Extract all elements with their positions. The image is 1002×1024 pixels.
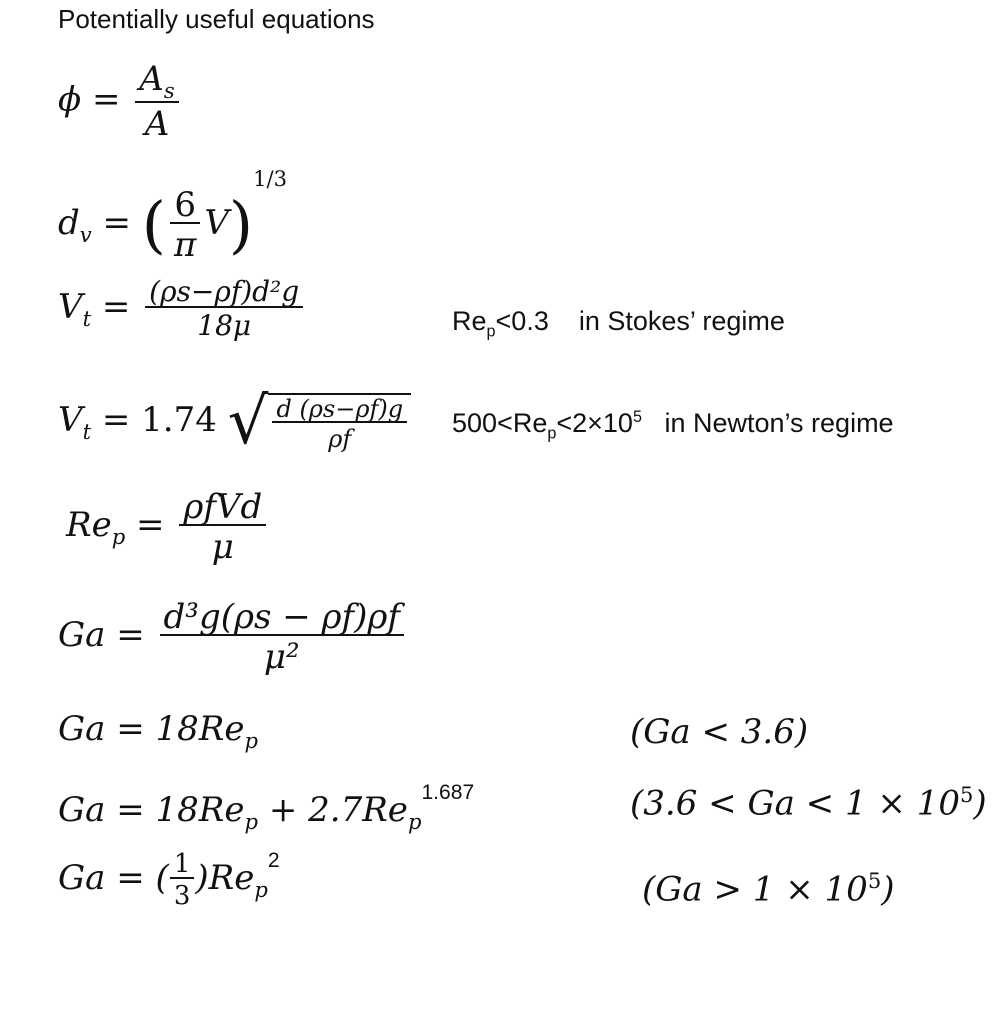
stokes-regime-note: $Re_p<0.3$ in Stokes’ regime bbox=[452, 306, 785, 341]
sphericity-equation: ϕ = $\frac{A_s}{A}$ bbox=[58, 62, 183, 141]
square-root: √ $\frac{d (\rho s-\rho f)g}{\rho f}$ bbox=[228, 390, 411, 454]
stokes-fraction: $\frac{\text{(ρs−ρf)d²g}}{18\mu}$ bbox=[145, 278, 303, 340]
ga-intermediate-equation: $Ga = 18Re_p + 2.7Re_p^{1.687}$ bbox=[58, 781, 475, 834]
page-title: Potentially useful equations bbox=[58, 4, 375, 34]
reynolds-fraction: $\frac{\text{ρfVd}}{\mu}$ bbox=[179, 490, 266, 564]
stokes-velocity-equation: $V_t$ = $\frac{\text{(ρs−ρf)d²g}}{18\mu}$ bbox=[58, 278, 307, 340]
galileo-equation: Ga = $\frac{\text{d³g(ρs − ρf)ρf}}{\text{μ²}}$ bbox=[58, 600, 408, 674]
reynolds-equation: $Re_p$ = $\frac{\text{ρfVd}}{\mu}$ bbox=[66, 490, 270, 564]
ga-low-condition: (Ga < 3.6) bbox=[630, 712, 809, 752]
newton-regime-note: $500<Re_p<2\times 10^5$ in Newton’s regime bbox=[452, 408, 894, 443]
volume-fraction: $\frac{6}{\pi}$ bbox=[170, 188, 200, 262]
ga-high-condition: $(Ga > 1 \times 10^5)$ bbox=[642, 868, 895, 910]
ga-newton-equation: Ga = ( $\frac{1}{3}$ )$Re_p^2$ bbox=[58, 849, 280, 911]
one-third-fraction: $\frac{1}{3}$ bbox=[170, 851, 195, 909]
ga-mid-condition: $(3.6 < Ga < 1 \times 10^5)$ bbox=[630, 782, 987, 824]
galileo-fraction: $\frac{\text{d³g(ρs − ρf)ρf}}{\text{μ²}}$ bbox=[160, 600, 404, 674]
newton-velocity-equation: $V_t = 1.74$ √ $\frac{d (\rho s-\rho f)g}{\rho f}$ bbox=[58, 390, 411, 454]
sphericity-fraction: $\frac{A_s}{A}$ bbox=[135, 62, 178, 141]
newton-fraction: $\frac{d (\rho s-\rho f)g}{\rho f}$ bbox=[272, 397, 407, 451]
ga-stokes-equation: $Ga = 18Re_p$ bbox=[58, 709, 259, 753]
eq-lhs: ϕ bbox=[58, 79, 82, 120]
volume-diameter-equation: $d_v$ = ( $\frac{6}{\pi}$ V)$^{1/3}$ bbox=[58, 166, 288, 265]
